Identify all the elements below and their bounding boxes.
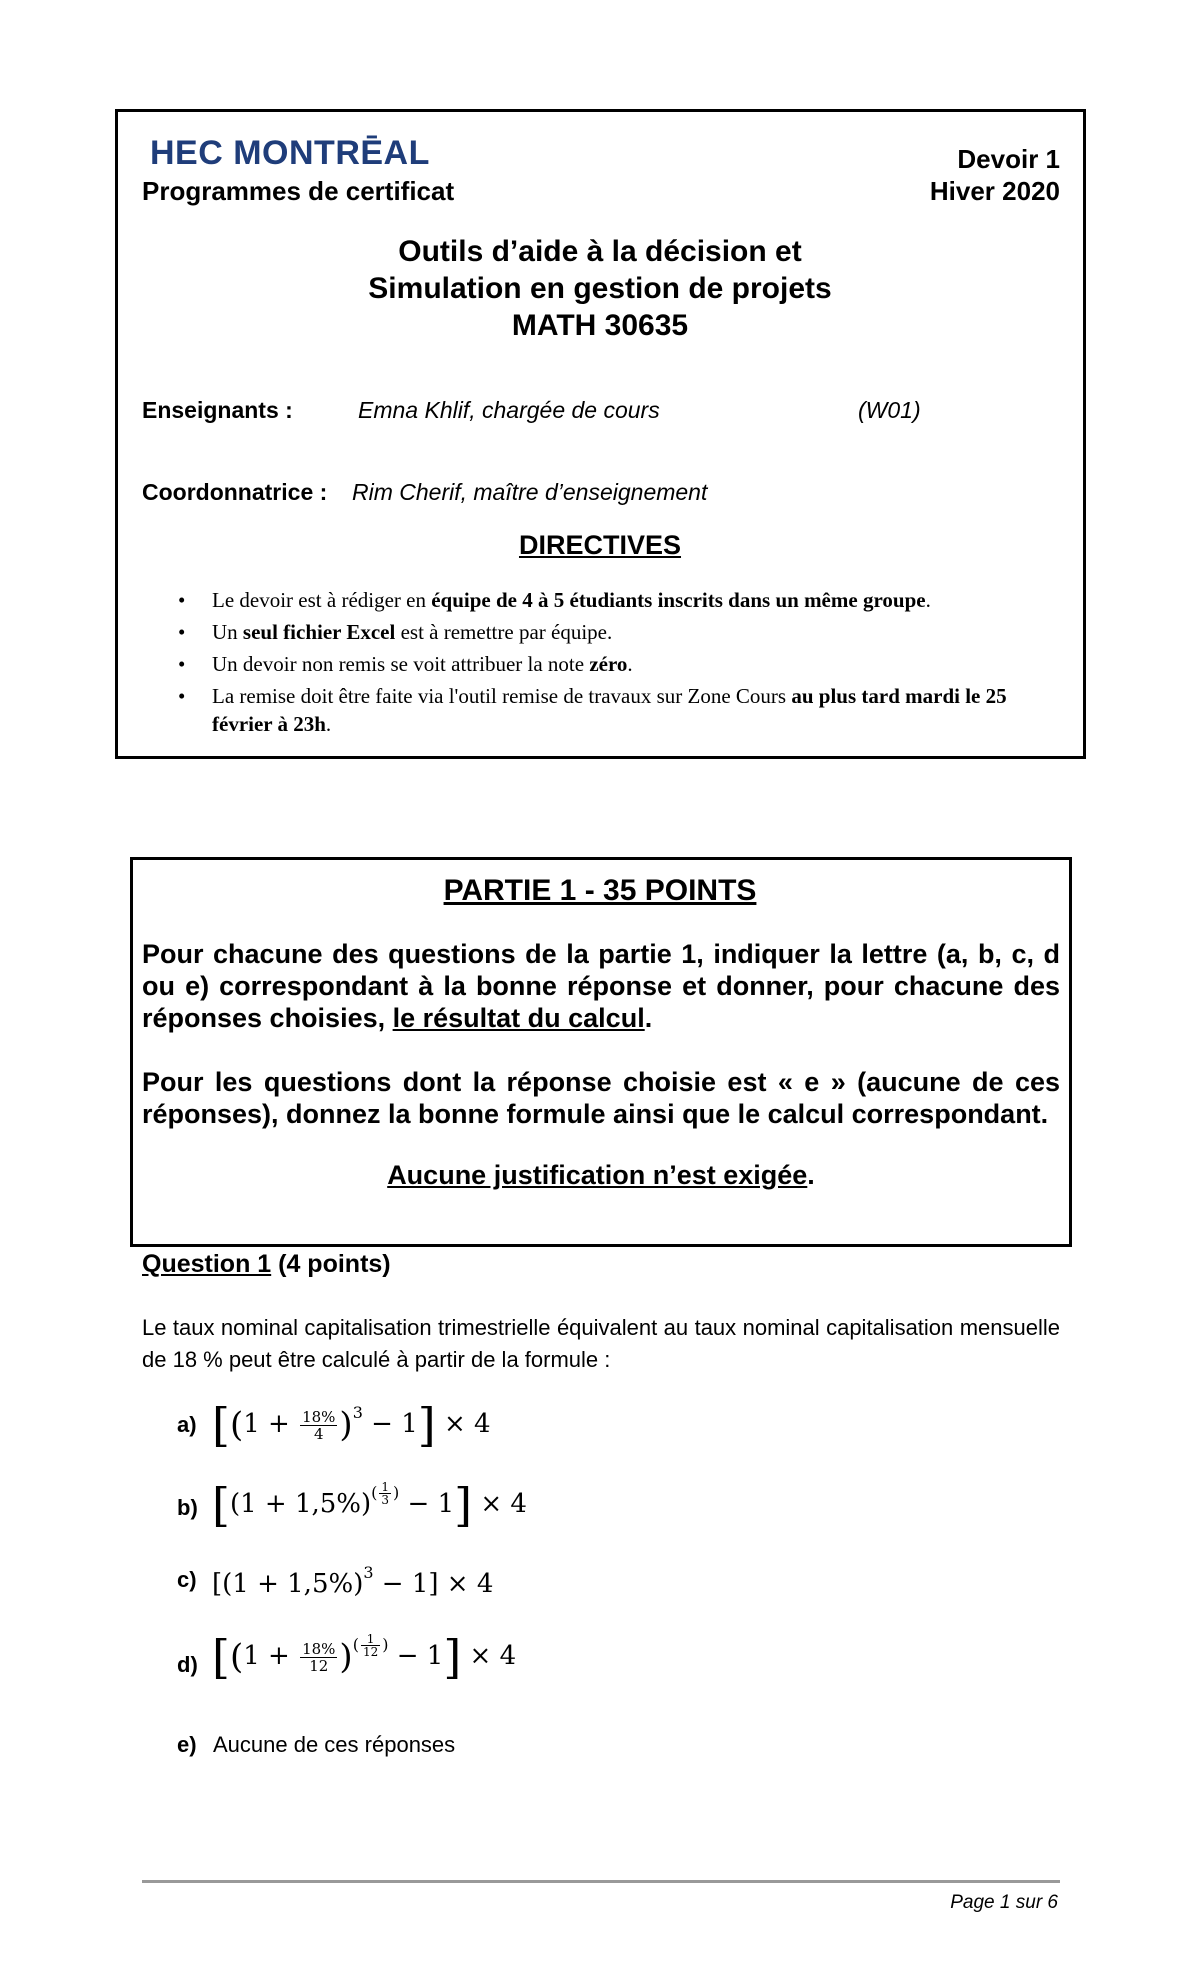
directive-item: • Le devoir est à rédiger en équipe de 4 à 5 étudiants inscrits dans un même groupe. xyxy=(178,588,931,612)
program-name: Programmes de certificat xyxy=(142,176,455,206)
directives-title: DIRECTIVES xyxy=(518,530,682,560)
formula-a: [(1 + $\frac{18\%}{4}$ )$^3$ − 1] × 4 xyxy=(212,1398,491,1452)
directive-item: • Un devoir non remis se voit attribuer la note zéro. xyxy=(178,652,633,676)
directive-item: • Un seul fichier Excel est à remettre par équipe. xyxy=(178,620,613,644)
assignment-number: Devoir 1 xyxy=(957,144,1060,174)
option-a-letter: a) xyxy=(177,1412,197,1437)
course-title-2: Simulation en gestion de projets xyxy=(368,272,832,305)
term: Hiver 2020 xyxy=(929,176,1060,206)
option-d-letter: d) xyxy=(177,1652,198,1677)
option-e-text: Aucune de ces réponses xyxy=(213,1732,456,1757)
option-e-letter: e) xyxy=(177,1732,197,1757)
directives-list xyxy=(178,586,1058,742)
course-title-1: Outils d’aide à la décision et xyxy=(398,235,802,268)
question-1-text: Le taux nominal capitalisation trimestrielle équivalent au taux nominal capitalisation mensuelle de 18 % peut être calculé à partir de la formule : xyxy=(142,1315,1060,1372)
teacher-name: Emna Khlif, chargée de cours xyxy=(358,397,660,423)
page-number: Page 1 sur 6 xyxy=(950,1892,1058,1913)
course-code: MATH 30635 xyxy=(511,309,689,342)
footer-divider xyxy=(142,1880,1060,1883)
teacher-group: (W01) xyxy=(858,397,921,423)
formula-b: $[(1 + 1,5\%)^{( \frac{1}{3} )} - 1] \times 4$ xyxy=(212,1478,527,1532)
teachers-label: Enseignants : xyxy=(142,397,293,423)
partie1-paragraph-1: Pour chacune des questions de la partie 1, indiquer la lettre (a, b, c, d ou e) correspondant à la bonne réponse et donner, pour chacune des réponses choisies, le résultat du calcul. xyxy=(142,939,1060,1033)
directive-item: • La remise doit être faite via l'outil remise de travaux sur Zone Cours au plus tard mardi le 25 février à 23h. xyxy=(178,684,1007,736)
formula-d: [(1 + $\frac{18\%}{12}$ )$^{( \frac{1}{12} )}$ − 1] × 4 xyxy=(212,1630,517,1684)
option-b-letter: b) xyxy=(177,1495,198,1520)
coordinator-label: Coordonnatrice : xyxy=(142,479,328,505)
question-1-heading: Question 1 (4 points) xyxy=(142,1250,391,1278)
formula-c: $[(1 + 1,5\%)^3 - 1] \times 4$ xyxy=(212,1563,494,1599)
option-c-letter: c) xyxy=(177,1567,197,1592)
coordinator-name: Rim Cherif, maître d’enseignement xyxy=(352,479,708,505)
partie1-paragraph-2: Pour les questions dont la réponse choisie est « e » (aucune de ces réponses), donnez la bonne formule ainsi que le calcul correspondant. xyxy=(142,1067,1060,1129)
hec-logo: HEC MONTRĒAL xyxy=(150,134,430,172)
partie1-title: PARTIE 1 - 35 POINTS xyxy=(443,874,757,907)
partie1-paragraph-3: Aucune justification n’est exigée. xyxy=(387,1160,815,1190)
